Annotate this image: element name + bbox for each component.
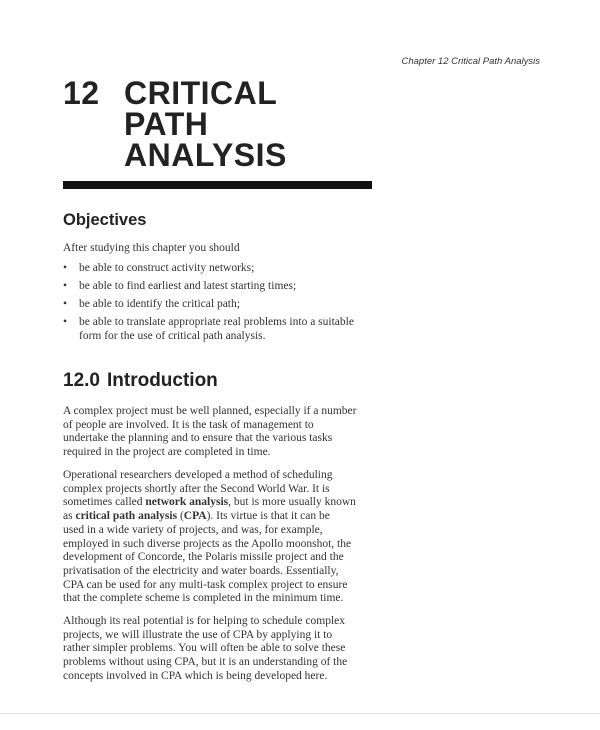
objectives-list: [63, 262, 383, 348]
text-line: of people are involved. It is the task of management to: [63, 418, 314, 431]
text-line: rather simpler problems. You will often be able to solve these: [63, 642, 346, 655]
text-line: projects, we will illustrate the use of CPA by applying it to: [63, 628, 333, 641]
bullet: •: [63, 316, 68, 328]
text-line: A complex project must be well planned, especially if a number: [63, 405, 357, 417]
text-line: Although its real potential is for helping to schedule complex: [63, 615, 346, 627]
bullet: •: [63, 298, 68, 310]
bullet: •: [63, 262, 68, 274]
objectives-intro: After studying this chapter you should: [63, 242, 240, 254]
objective-text: be able to identify the critical path;: [79, 298, 240, 310]
chapter-title-line: PATH: [124, 106, 209, 142]
text-run: sometimes called: [63, 496, 146, 509]
section-heading: [63, 370, 218, 392]
objective-text: form for the use of critical path analysis.: [79, 329, 266, 342]
bold-term: critical path analysis: [75, 510, 178, 523]
text-run: ). Its virtue is that it can be: [206, 510, 330, 523]
objective-item: [63, 316, 383, 343]
paragraph-3: [63, 615, 383, 684]
text-line: CPA can be used for any multi-task complex project to ensure: [63, 578, 348, 591]
text-line: required in the project are completed in time.: [63, 446, 271, 459]
text-run: as: [63, 510, 76, 523]
chapter-title-line: CRITICAL: [124, 75, 278, 111]
section-number: 12.0: [63, 370, 100, 391]
section-title: Introduction: [106, 370, 218, 391]
chapter-rule: [63, 181, 372, 189]
objective-text: be able to construct activity networks;: [79, 262, 255, 274]
objectives-heading: Objectives: [63, 211, 147, 229]
objective-item: [63, 298, 383, 312]
objective-text: be able to translate appropriate real problems into a suitable: [79, 316, 354, 328]
bold-term: network analysis: [145, 496, 229, 509]
text-line: [63, 496, 383, 510]
text-line: development of Concorde, the Polaris missile project and the: [63, 551, 344, 564]
text-run: (: [177, 510, 184, 523]
text-line: complex projects shortly after the Second World War. It is: [63, 482, 330, 495]
text-line: [63, 510, 383, 524]
chapter-title: [124, 75, 384, 173]
text-line: concepts involved in CPA which is being developed here.: [63, 669, 328, 682]
text-line: employed in such diverse projects as the Apollo moonshot, the: [63, 537, 352, 550]
text-line: privatisation of the electricity and water boards. Essentially,: [63, 564, 339, 577]
text-run: , but is more usually known: [228, 496, 356, 509]
text-line: Operational researchers developed a method of scheduling: [63, 469, 333, 481]
text-line: used in a wide variety of projects, and was, for example,: [63, 523, 323, 536]
objective-item: [63, 262, 383, 276]
page-bottom-divider: [0, 713, 600, 714]
paragraph-1: [63, 405, 383, 460]
bullet: •: [63, 280, 68, 292]
running-header: Chapter 12 Critical Path Analysis: [401, 56, 540, 67]
text-line: problems without using CPA, but it is an understanding of the: [63, 656, 348, 669]
paragraph-2: [63, 469, 383, 606]
objective-text: be able to find earliest and latest starting times;: [79, 280, 297, 292]
text-line: undertake the planning and to ensure that the various tasks: [63, 432, 333, 445]
bold-term: CPA: [183, 510, 207, 523]
objective-item: [63, 280, 383, 294]
chapter-number: 12: [63, 75, 100, 111]
text-line: that the complete scheme is completed in the minimum time.: [63, 592, 344, 605]
chapter-title-line: ANALYSIS: [124, 137, 287, 173]
